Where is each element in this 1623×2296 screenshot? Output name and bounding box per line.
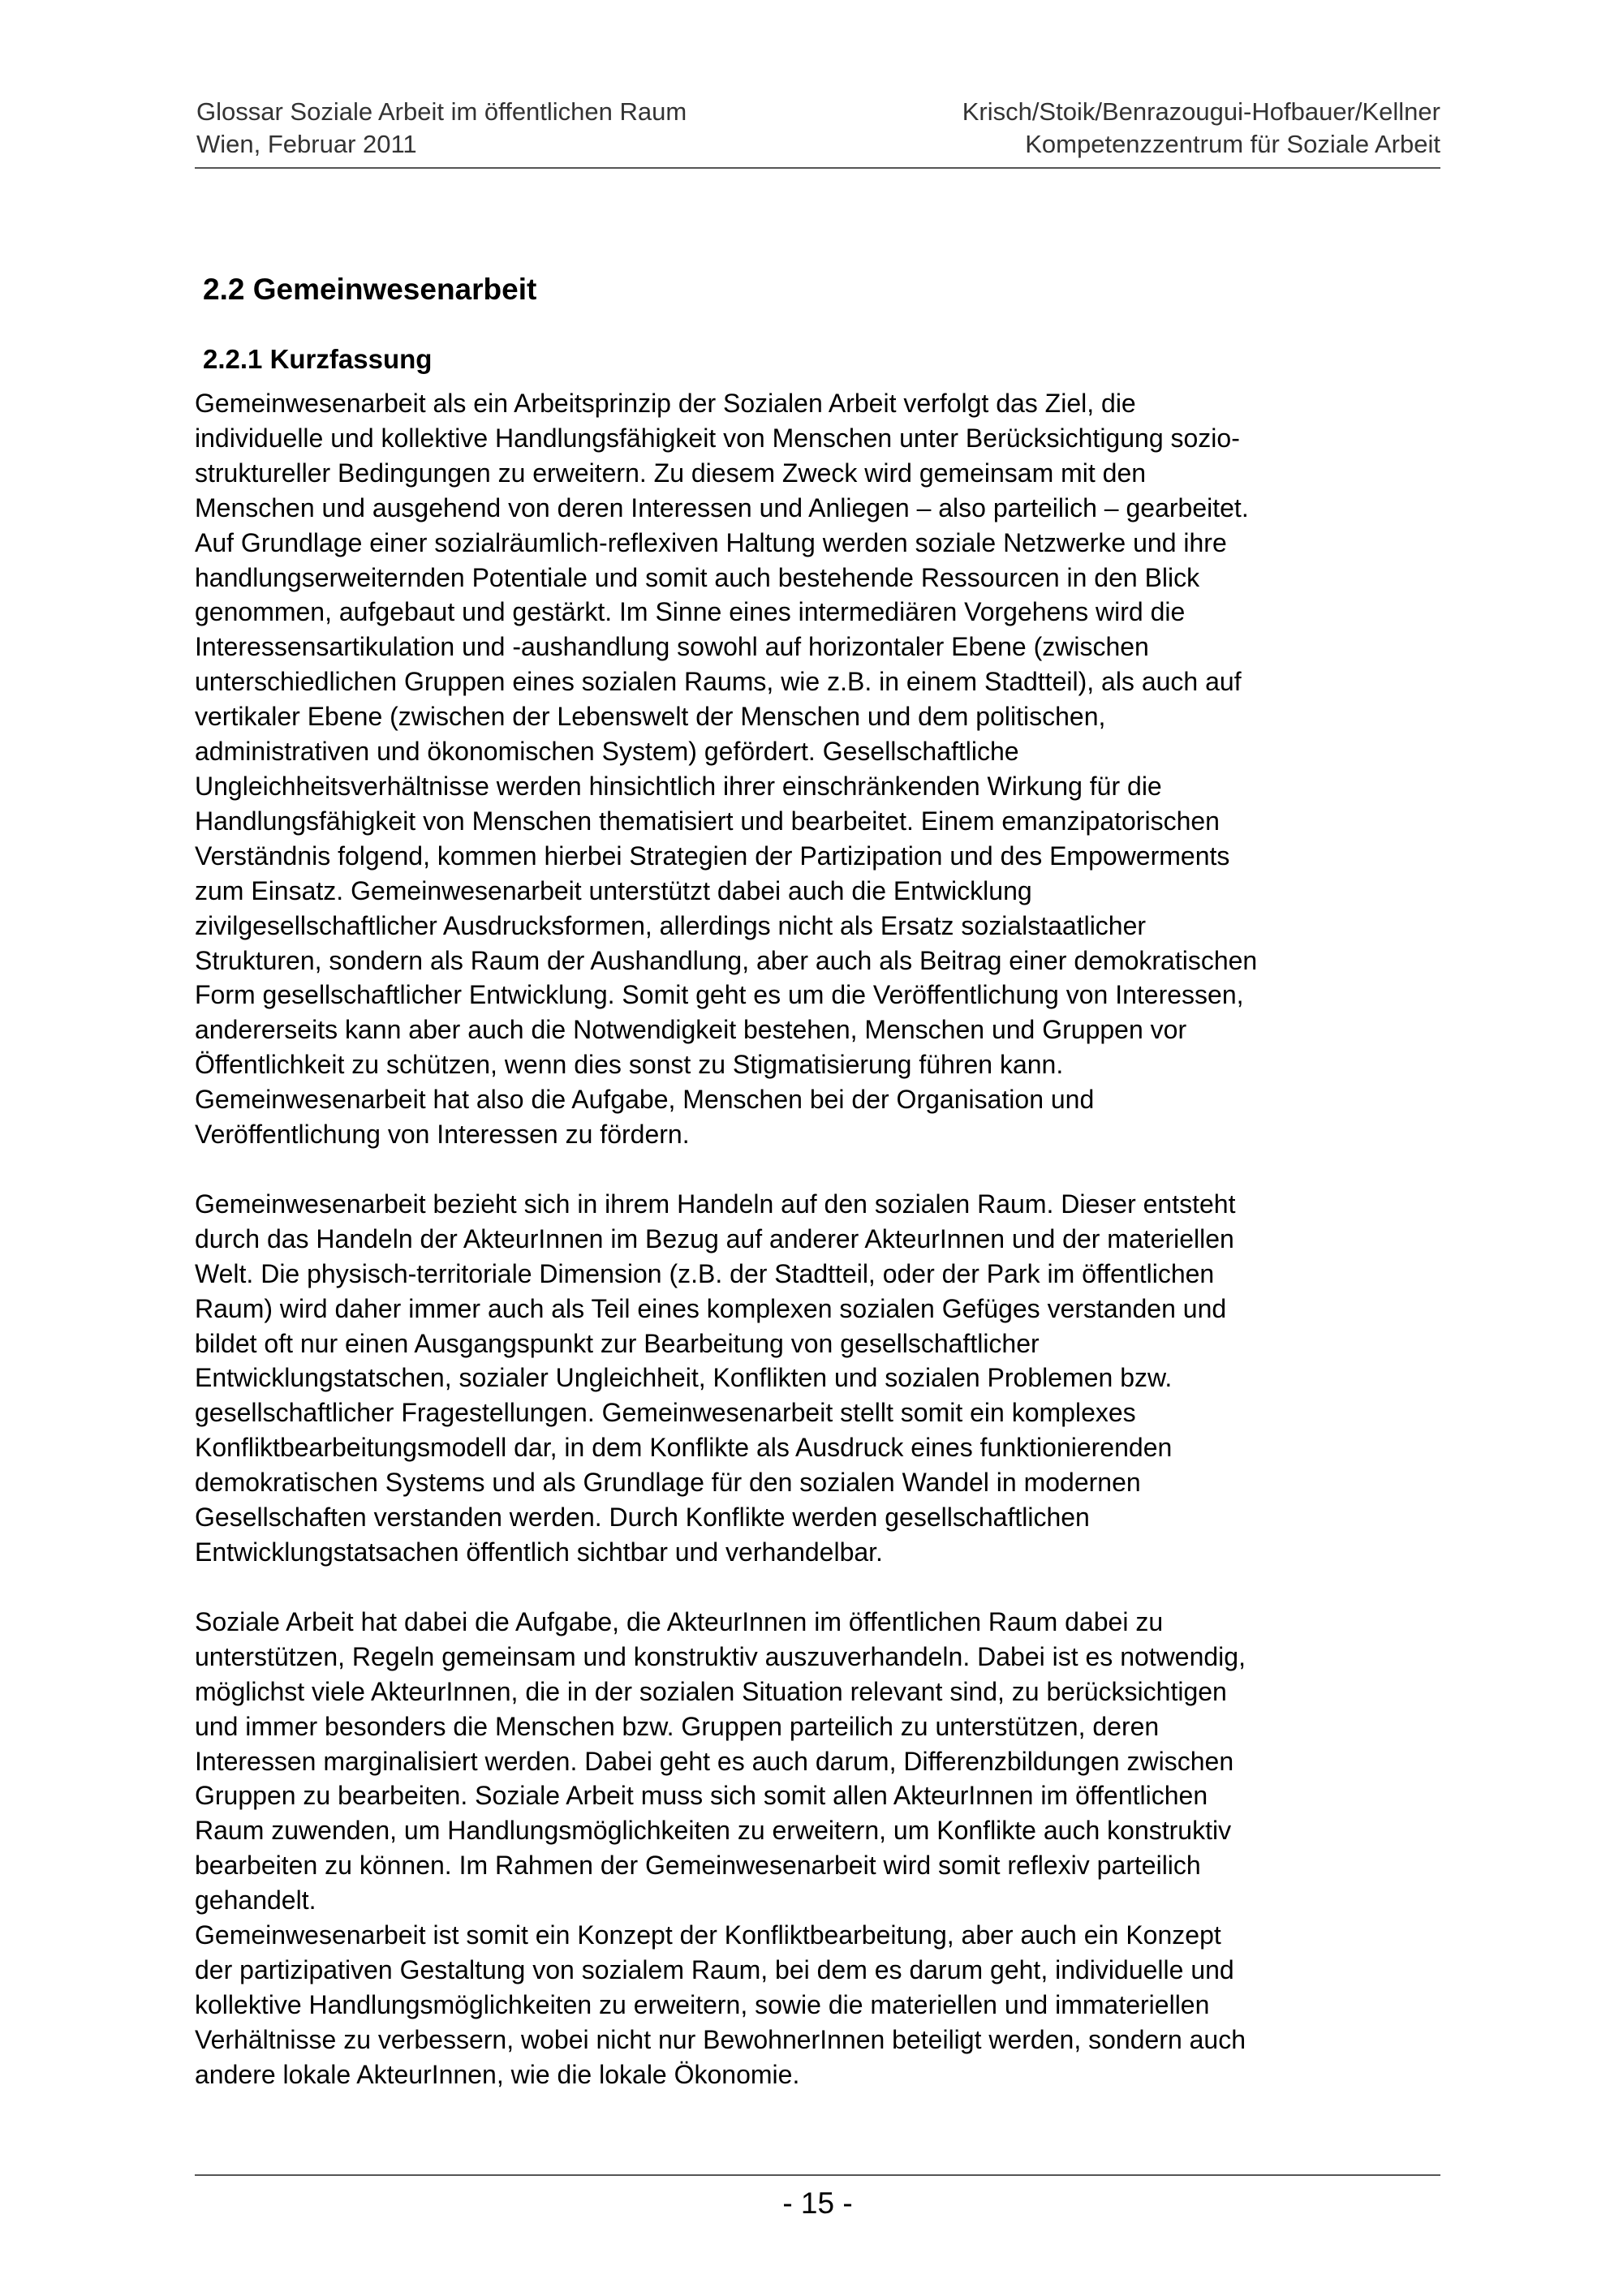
page-header	[195, 96, 1440, 169]
text-line: Gemeinwesenarbeit hat also die Aufgabe, Menschen bei der Organisation und	[195, 1085, 1095, 1115]
text-line: Interessen marginalisiert werden. Dabei geht es auch darum, Differenzbildungen zwischen	[195, 1746, 1234, 1776]
text-line: Handlungsfähigkeit von Menschen thematisiert und bearbeitet. Einem emanzipatorischen	[195, 806, 1220, 836]
text-line: zivilgesellschaftlicher Ausdrucksformen, allerdings nicht als Ersatz sozialstaatlicher	[195, 910, 1147, 940]
text-line: der partizipativen Gestaltung von sozialem Raum, bei dem es darum geht, individuelle und	[195, 1954, 1234, 1984]
section-heading: 2.2 Gemeinwesenarbeit	[203, 273, 537, 306]
text-line: bearbeiten zu können. Im Rahmen der Gemeinwesenarbeit wird somit reflexiv parteilich	[195, 1851, 1201, 1881]
text-line: Auf Grundlage einer sozialräumlich-reflexiven Haltung werden soziale Netzwerke und ihre	[195, 527, 1227, 557]
text-line: vertikaler Ebene (zwischen der Lebenswelt der Menschen und dem politischen,	[195, 702, 1106, 732]
text-line: andererseits kann aber auch die Notwendigkeit bestehen, Menschen und Gruppen vor	[195, 1015, 1187, 1045]
text-line: Veröffentlichung von Interessen zu fördern.	[195, 1120, 690, 1150]
text-line: administrativen und ökonomischen System) gefördert. Gesellschaftliche	[195, 737, 1019, 767]
paragraph	[195, 1605, 1440, 1918]
body-text	[195, 386, 1440, 2092]
text-line: gehandelt.	[195, 1885, 316, 1915]
text-line: Interessensartikulation und -aushandlung sowohl auf horizontaler Ebene (zwischen	[195, 632, 1149, 662]
text-line: Strukturen, sondern als Raum der Aushandlung, aber auch als Beitrag einer demokratischen	[195, 945, 1258, 975]
text-line: Öffentlichkeit zu schützen, wenn dies sonst zu Stigmatisierung führen kann.	[195, 1050, 1064, 1080]
text-line: bildet oft nur einen Ausgangspunkt zur Bearbeitung von gesellschaftlicher	[195, 1328, 1040, 1358]
paragraph	[195, 1918, 1440, 2092]
text-line: Ungleichheitsverhältnisse werden hinsichtlich ihrer einschränkenden Wirkung für die	[195, 771, 1162, 801]
paragraph	[195, 386, 1440, 1152]
header-place-date: Wien, Februar 2011	[196, 130, 417, 158]
paragraph-spacer	[195, 1152, 1440, 1187]
text-line: Gemeinwesenarbeit ist somit ein Konzept der Konfliktbearbeitung, aber auch ein Konzept	[195, 1920, 1221, 1950]
paragraph	[195, 1187, 1440, 1570]
page-footer	[195, 2174, 1440, 2220]
subsection-heading: 2.2.1 Kurzfassung	[203, 344, 433, 374]
text-line: zum Einsatz. Gemeinwesenarbeit unterstützt dabei auch die Entwicklung	[195, 875, 1032, 905]
text-line: Gemeinwesenarbeit bezieht sich in ihrem Handeln auf den sozialen Raum. Dieser entsteht	[195, 1189, 1236, 1219]
text-line: kollektive Handlungsmöglichkeiten zu erweitern, sowie die materiellen und immateriellen	[195, 1989, 1210, 2019]
paragraph-spacer	[195, 1570, 1440, 1605]
text-line: Menschen und ausgehend von deren Interessen und Anliegen – also parteilich – gearbeitet.	[195, 492, 1249, 522]
text-line: Raum) wird daher immer auch als Teil eines komplexen sozialen Gefüges verstanden und	[195, 1293, 1227, 1323]
text-line: Gruppen zu bearbeiten. Soziale Arbeit muss sich somit allen AkteurInnen im öffentlichen	[195, 1781, 1208, 1811]
text-line: andere lokale AkteurInnen, wie die lokale Ökonomie.	[195, 2059, 800, 2089]
text-line: möglichst viele AkteurInnen, die in der sozialen Situation relevant sind, zu berücksichtigen	[195, 1676, 1227, 1706]
text-line: individuelle und kollektive Handlungsfähigkeit von Menschen unter Berücksichtigung sozio-	[195, 423, 1240, 453]
text-line: Welt. Die physisch-territoriale Dimension (z.B. der Stadtteil, oder der Park im öffentlichen	[195, 1258, 1215, 1288]
header-right	[962, 96, 1440, 161]
text-line: durch das Handeln der AkteurInnen im Bezug auf anderer AkteurInnen und der materiellen	[195, 1223, 1234, 1253]
document-page	[195, 0, 1440, 2296]
text-line: Konfliktbearbeitungsmodell dar, in dem Konflikte als Ausdruck eines funktionierenden	[195, 1433, 1173, 1463]
header-document-title: Glossar Soziale Arbeit im öffentlichen Raum	[196, 97, 687, 126]
header-authors: Krisch/Stoik/Benrazougui-Hofbauer/Kellner	[962, 97, 1440, 126]
text-line: Entwicklungstatschen, sozialer Ungleichheit, Konflikten und sozialen Problemen bzw.	[195, 1363, 1173, 1393]
text-line: unterschiedlichen Gruppen eines sozialen Raums, wie z.B. in einem Stadtteil), als auch auf	[195, 667, 1242, 697]
text-line: Form gesellschaftlicher Entwicklung. Somit geht es um die Veröffentlichung von Interessen,	[195, 980, 1244, 1010]
page-number: - 15 -	[782, 2186, 853, 2220]
text-line: gesellschaftlicher Fragestellungen. Gemeinwesenarbeit stellt somit ein komplexes	[195, 1398, 1136, 1428]
text-line: Gesellschaften verstanden werden. Durch Konflikte werden gesellschaftlichen	[195, 1503, 1090, 1533]
text-line: demokratischen Systems und als Grundlage für den sozialen Wandel in modernen	[195, 1468, 1141, 1498]
text-line: Verhältnisse zu verbessern, wobei nicht nur BewohnerInnen beteiligt werden, sondern auch	[195, 2024, 1246, 2054]
header-institution: Kompetenzzentrum für Soziale Arbeit	[1025, 130, 1440, 158]
text-line: Raum zuwenden, um Handlungsmöglichkeiten zu erweitern, um Konflikte auch konstruktiv	[195, 1816, 1232, 1846]
text-line: Verständnis folgend, kommen hierbei Strategien der Partizipation und des Empowerments	[195, 841, 1230, 871]
text-line: handlungserweiternden Potentiale und somit auch bestehende Ressourcen in den Blick	[195, 562, 1200, 592]
text-line: Soziale Arbeit hat dabei die Aufgabe, die AkteurInnen im öffentlichen Raum dabei zu	[195, 1606, 1164, 1636]
text-line: unterstützen, Regeln gemeinsam und konstruktiv auszuverhandeln. Dabei ist es notwendig,	[195, 1641, 1246, 1671]
text-line: Entwicklungstatsachen öffentlich sichtbar und verhandelbar.	[195, 1537, 883, 1567]
text-line: genommen, aufgebaut und gestärkt. Im Sinne eines intermediären Vorgehens wird die	[195, 597, 1186, 627]
text-line: und immer besonders die Menschen bzw. Gruppen parteilich zu unterstützen, deren	[195, 1711, 1160, 1741]
text-line: Gemeinwesenarbeit als ein Arbeitsprinzip der Sozialen Arbeit verfolgt das Ziel, die	[195, 389, 1136, 418]
header-left	[196, 96, 687, 161]
text-line: struktureller Bedingungen zu erweitern. Zu diesem Zweck wird gemeinsam mit den	[195, 458, 1147, 488]
